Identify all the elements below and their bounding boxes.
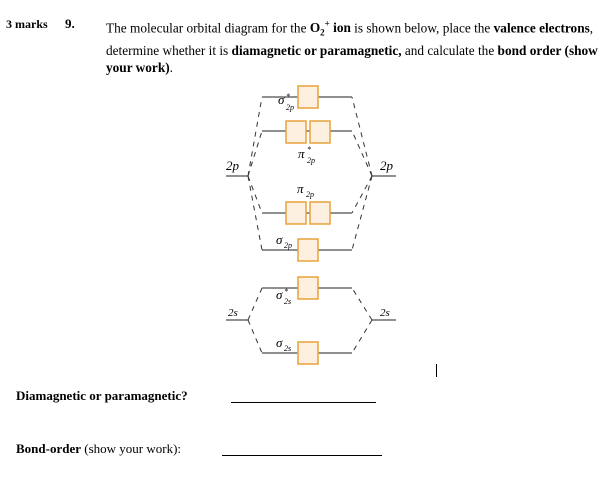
left-2p-label: 2p	[226, 158, 239, 173]
text-cursor	[436, 364, 437, 377]
sigma-2p-box[interactable]	[298, 239, 318, 261]
svg-text:σ: σ	[276, 335, 283, 350]
ion-formula: $O_2^+$ ion	[309, 19, 351, 39]
q-bold-magnetism: diamagnetic or paramagnetic,	[231, 43, 402, 59]
pi-star-2p-box-2[interactable]	[310, 121, 330, 143]
q-bold-bond-order: bond order (show your work)	[106, 43, 598, 76]
q-text-5: .	[169, 60, 173, 76]
svg-text:π: π	[297, 181, 304, 196]
svg-text:2s: 2s	[284, 297, 292, 306]
svg-text:*: *	[307, 145, 311, 154]
svg-text:2p: 2p	[286, 103, 294, 112]
svg-text:2p: 2p	[284, 241, 292, 250]
pi-2p-box-1[interactable]	[286, 202, 306, 224]
q-text-3: , determine whether it is	[106, 20, 594, 59]
right-2p-label: 2p	[380, 158, 393, 173]
pi-star-2p-label	[298, 145, 315, 165]
svg-text:2p: 2p	[306, 190, 314, 199]
svg-text:σ: σ	[278, 92, 285, 107]
magnetism-answer-line[interactable]	[231, 402, 376, 403]
bond-order-answer-line[interactable]	[222, 455, 382, 456]
svg-text:*: *	[286, 92, 290, 101]
q-text-4: and calculate the	[401, 43, 498, 59]
right-2s-label: 2s	[380, 307, 390, 319]
q-bold-valence: valence electrons	[493, 20, 590, 36]
magnetism-question-label: Diamagnetic or paramagnetic?	[16, 388, 188, 403]
svg-text:σ: σ	[276, 287, 283, 302]
sigma-2s-label	[276, 335, 291, 353]
pi-star-2p-box-1[interactable]	[286, 121, 306, 143]
sigma-2p-label	[276, 232, 292, 250]
question-number: 9.	[65, 16, 75, 31]
sigma-star-2s-label	[276, 287, 291, 306]
svg-text:*: *	[284, 287, 288, 296]
q-text-2: is shown below, place the	[350, 20, 494, 36]
svg-text:2p: 2p	[307, 156, 315, 165]
svg-text:2s: 2s	[284, 344, 292, 353]
sigma-star-2p-box[interactable]	[298, 86, 318, 108]
marks-label: 3 marks	[6, 17, 48, 31]
sigma-star-2s-box[interactable]	[298, 277, 318, 299]
left-2s-label: 2s	[228, 307, 238, 319]
pi-2p-label	[297, 181, 314, 199]
q-text-1: The molecular orbital diagram for the	[106, 20, 310, 36]
pi-2p-box-2[interactable]	[310, 202, 330, 224]
svg-text:σ: σ	[276, 232, 283, 247]
bond-order-question-label: Bond-order (show your work):	[16, 441, 182, 456]
sigma-2s-box[interactable]	[298, 342, 318, 364]
svg-text:π: π	[298, 146, 305, 161]
sigma-star-2p-label	[278, 92, 294, 112]
